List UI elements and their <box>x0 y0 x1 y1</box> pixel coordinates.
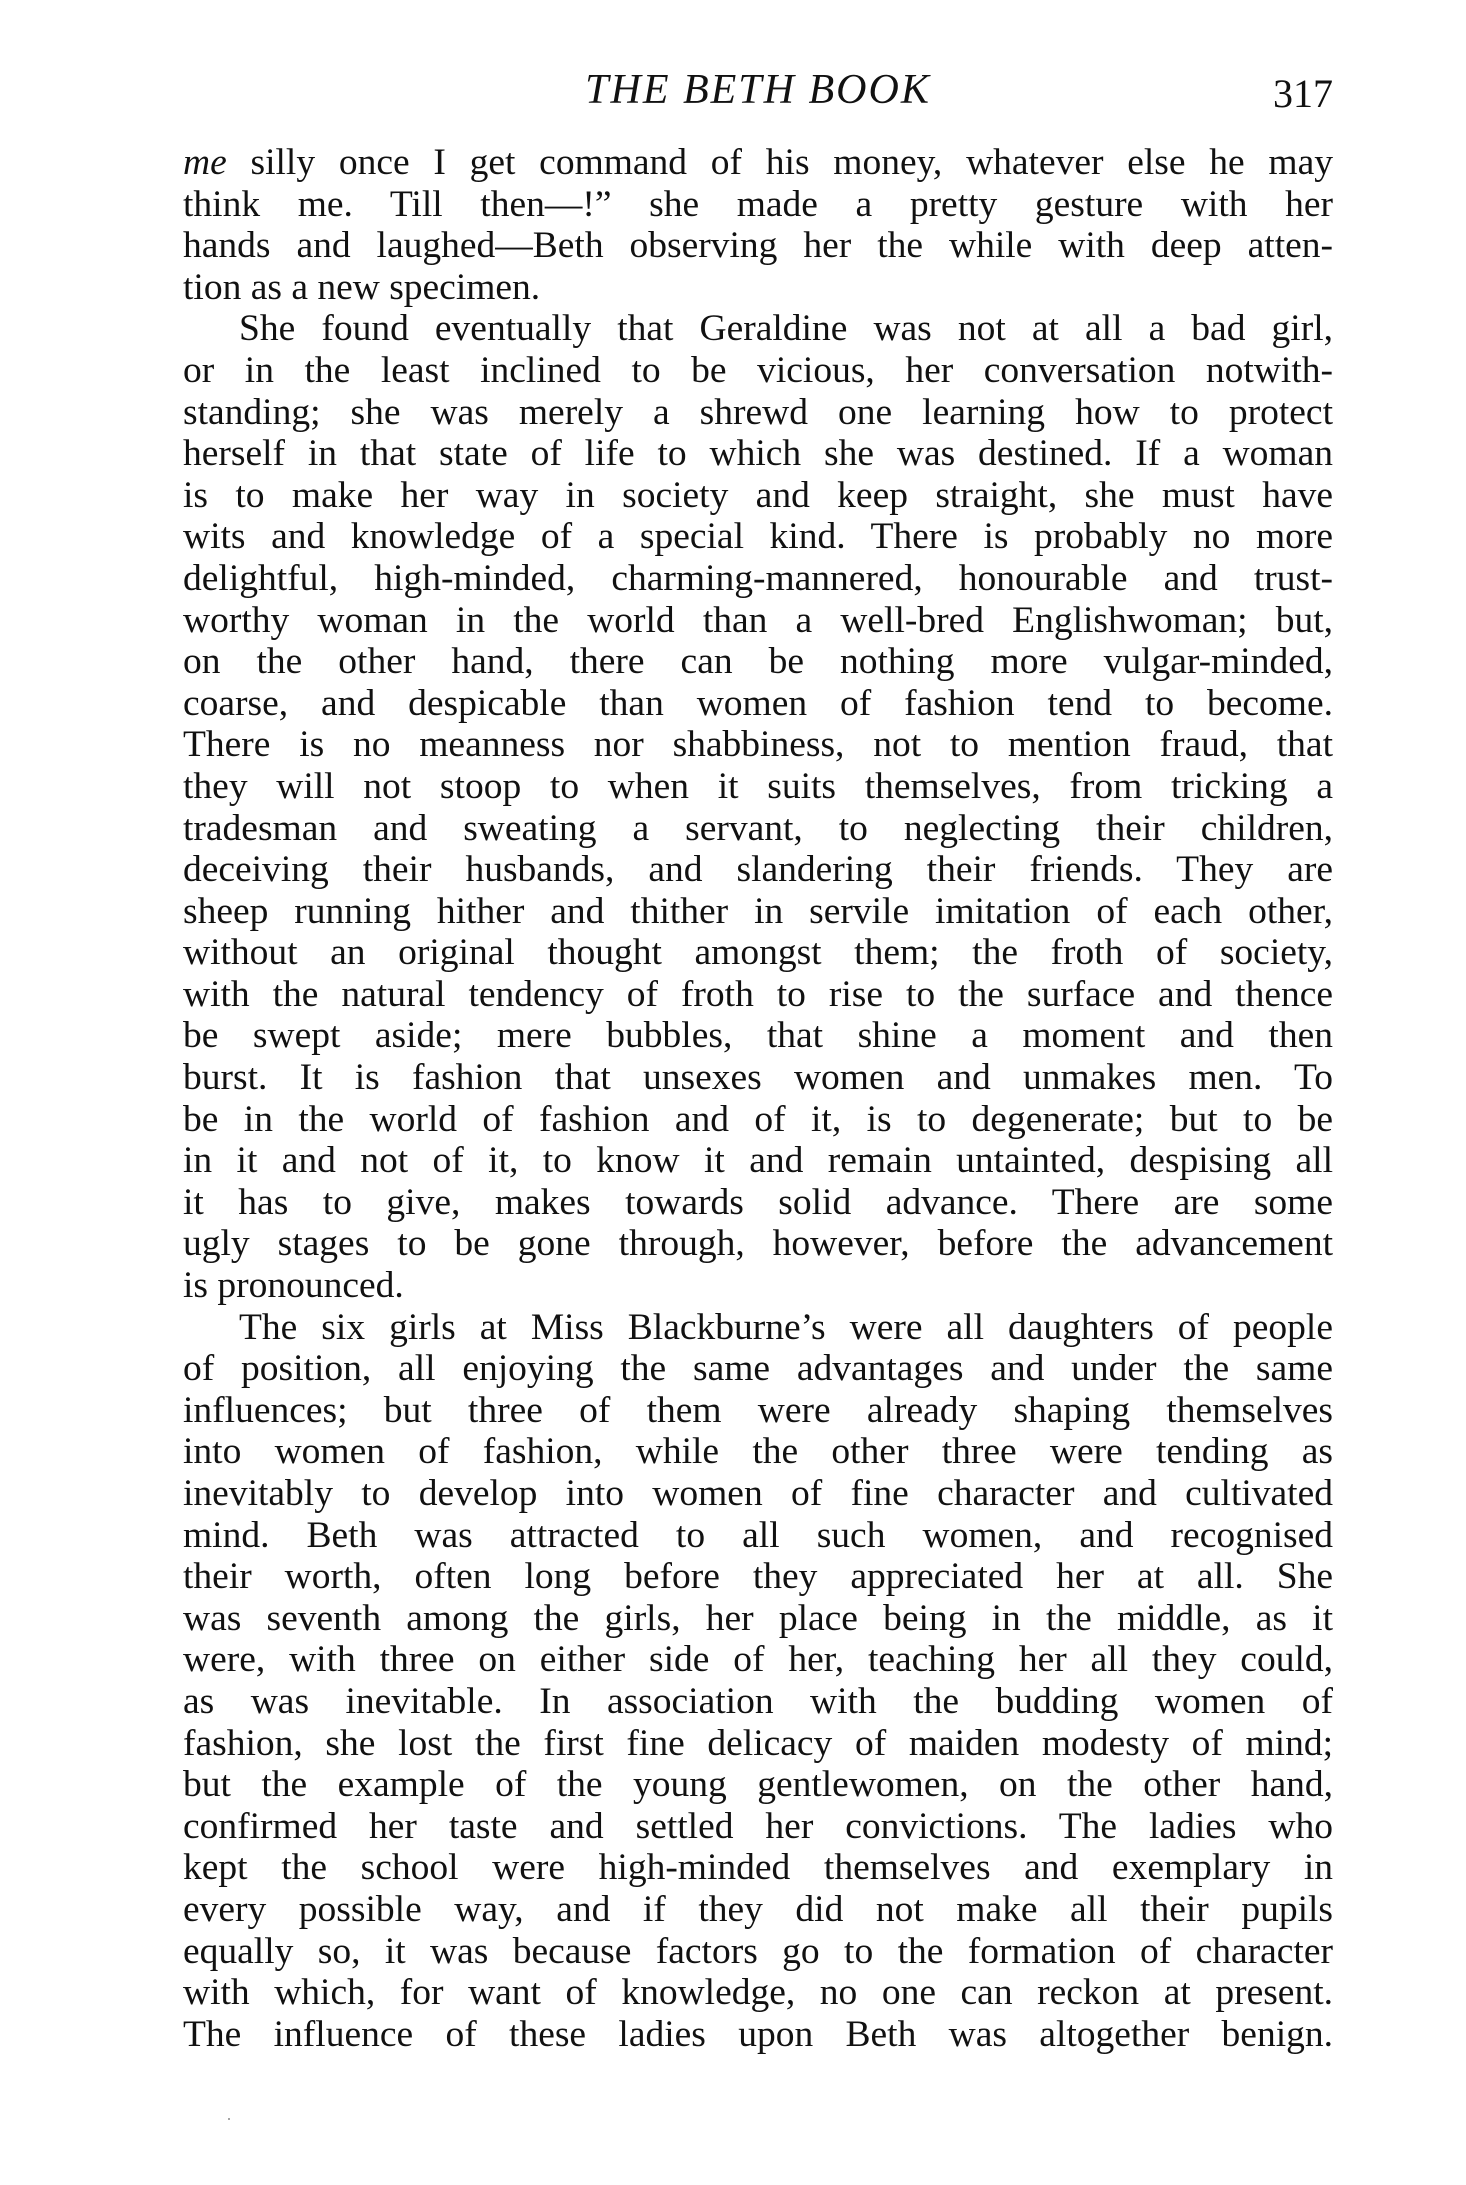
line-text: She found eventually that Geraldine was not at all a bad girl, <box>239 308 1333 350</box>
text-line <box>183 1057 1333 1099</box>
text-line <box>183 1265 1333 1307</box>
text-line <box>183 558 1333 600</box>
line-text: The influence of these ladies upon Beth was altogether benign. <box>183 2013 1333 2055</box>
line-text: fashion, she lost the first fine delicacy of maiden modesty of mind; <box>183 1722 1333 1764</box>
line-text: be swept aside; mere bubbles, that shine a moment and then <box>183 1015 1333 1057</box>
body-text <box>183 142 1333 2055</box>
text-line <box>183 1931 1333 1973</box>
text-line <box>183 392 1333 434</box>
line-text: kept the school were high-minded themselves and exemplary in <box>183 1847 1333 1889</box>
line-text: of position, all enjoying the same advantages and under the same <box>183 1348 1333 1390</box>
paragraph <box>183 142 1333 308</box>
italic-word: me <box>183 142 227 183</box>
line-text: is pronounced. <box>183 1265 404 1307</box>
line-text: in it and not of it, to know it and remain untainted, despising all <box>183 1140 1333 1182</box>
running-title: THE BETH BOOK <box>585 67 931 113</box>
text-line <box>183 475 1333 517</box>
paragraph <box>183 1307 1333 2056</box>
text-line <box>183 1515 1333 1557</box>
text-line <box>183 808 1333 850</box>
page-speck <box>228 2118 230 2120</box>
text-line <box>183 516 1333 558</box>
line-text: was seventh among the girls, her place being in the middle, as it <box>183 1597 1333 1639</box>
text-line <box>183 267 1333 309</box>
text-line <box>183 184 1333 226</box>
text-line <box>183 1598 1333 1640</box>
text-line <box>183 1307 1333 1349</box>
line-text: is to make her way in society and keep straight, she must have <box>183 474 1333 516</box>
text-line <box>183 433 1333 475</box>
line-text: hands and laughed—Beth observing her the while with deep atten- <box>183 225 1333 267</box>
text-line <box>183 1390 1333 1432</box>
text-line <box>183 1473 1333 1515</box>
line-text: delightful, high-minded, charming-mannered, honourable and trust- <box>183 557 1333 599</box>
text-line <box>183 849 1333 891</box>
line-text: wits and knowledge of a special kind. There is probably no more <box>183 516 1333 558</box>
line-text: tradesman and sweating a servant, to neglecting their children, <box>183 807 1333 849</box>
line-text: or in the least inclined to be vicious, her conversation notwith- <box>183 349 1333 391</box>
text-line <box>183 1806 1333 1848</box>
text-line <box>183 1556 1333 1598</box>
text-line <box>183 142 1333 184</box>
line-text: tion as a new specimen. <box>183 266 541 308</box>
text-line <box>183 1223 1333 1265</box>
line-text: with the natural tendency of froth to rise to the surface and thence <box>183 973 1333 1015</box>
paragraph <box>183 308 1333 1306</box>
line-text: but the example of the young gentlewomen, on the other hand, <box>183 1764 1333 1806</box>
line-text: with which, for want of knowledge, no one can reckon at present. <box>183 1972 1333 2014</box>
line-text: every possible way, and if they did not make all their pupils <box>183 1888 1333 1930</box>
line-text: it has to give, makes towards solid advance. There are some <box>183 1181 1333 1223</box>
line-text: without an original thought amongst them; the froth of society, <box>183 932 1333 974</box>
line-text: they will not stoop to when it suits themselves, from tricking a <box>183 765 1333 807</box>
text-line <box>183 1431 1333 1473</box>
line-text: into women of fashion, while the other three were tending as <box>183 1431 1333 1473</box>
line-text: worthy woman in the world than a well-bred Englishwoman; but, <box>183 599 1333 641</box>
text-line <box>183 974 1333 1016</box>
line-text: think me. Till then—!” she made a pretty gesture with her <box>183 183 1333 225</box>
line-text: There is no meanness nor shabbiness, not to mention fraud, that <box>183 724 1333 766</box>
text-line <box>183 1889 1333 1931</box>
line-text: sheep running hither and thither in servile imitation of each other, <box>183 890 1333 932</box>
line-text: their worth, often long before they appreciated her at all. She <box>183 1556 1333 1598</box>
line-text: on the other hand, there can be nothing more vulgar-minded, <box>183 641 1333 683</box>
text-line <box>183 1182 1333 1224</box>
text-line <box>183 600 1333 642</box>
text-line <box>183 932 1333 974</box>
line-text: mind. Beth was attracted to all such women, and recognised <box>183 1514 1333 1556</box>
text-line <box>183 225 1333 267</box>
line-text: ugly stages to be gone through, however, before the advancement <box>183 1223 1333 1265</box>
line-text: burst. It is fashion that unsexes women and unmakes men. To <box>183 1057 1333 1099</box>
line-text: equally so, it was because factors go to the formation of character <box>183 1930 1333 1972</box>
text-line <box>183 1348 1333 1390</box>
line-text: be in the world of fashion and of it, is to degenerate; but to be <box>183 1098 1333 1140</box>
text-line <box>183 1639 1333 1681</box>
line-text: herself in that state of life to which she was destined. If a woman <box>183 433 1333 475</box>
text-line <box>183 1015 1333 1057</box>
line-text: were, with three on either side of her, teaching her all they could, <box>183 1639 1333 1681</box>
line-text: influences; but three of them were already shaping themselves <box>183 1389 1333 1431</box>
text-line <box>183 891 1333 933</box>
line-text: deceiving their husbands, and slandering their friends. They are <box>183 849 1333 891</box>
running-head <box>183 60 1333 120</box>
text-line <box>183 1847 1333 1889</box>
text-line <box>183 1764 1333 1806</box>
text-line <box>183 1972 1333 2014</box>
text-line <box>183 1723 1333 1765</box>
line-text: standing; she was merely a shrewd one learning how to protect <box>183 391 1333 433</box>
line-text: silly once I get command of his money, whatever else he may <box>226 142 1333 183</box>
text-line <box>183 683 1333 725</box>
text-line <box>183 2014 1333 2056</box>
text-line <box>183 724 1333 766</box>
text-line <box>183 1140 1333 1182</box>
line-text: confirmed her taste and settled her convictions. The ladies who <box>183 1805 1333 1847</box>
line-text: inevitably to develop into women of fine character and cultivated <box>183 1473 1333 1514</box>
text-line <box>183 308 1333 350</box>
text-line <box>183 766 1333 808</box>
page-number: 317 <box>1273 71 1333 116</box>
line-text: as was inevitable. In association with the budding women of <box>183 1680 1333 1722</box>
text-line <box>183 1681 1333 1723</box>
line-text: The six girls at Miss Blackburne’s were all daughters of people <box>239 1306 1333 1348</box>
line-text: coarse, and despicable than women of fashion tend to become. <box>183 682 1333 724</box>
text-line <box>183 1099 1333 1141</box>
text-line <box>183 641 1333 683</box>
text-line <box>183 350 1333 392</box>
